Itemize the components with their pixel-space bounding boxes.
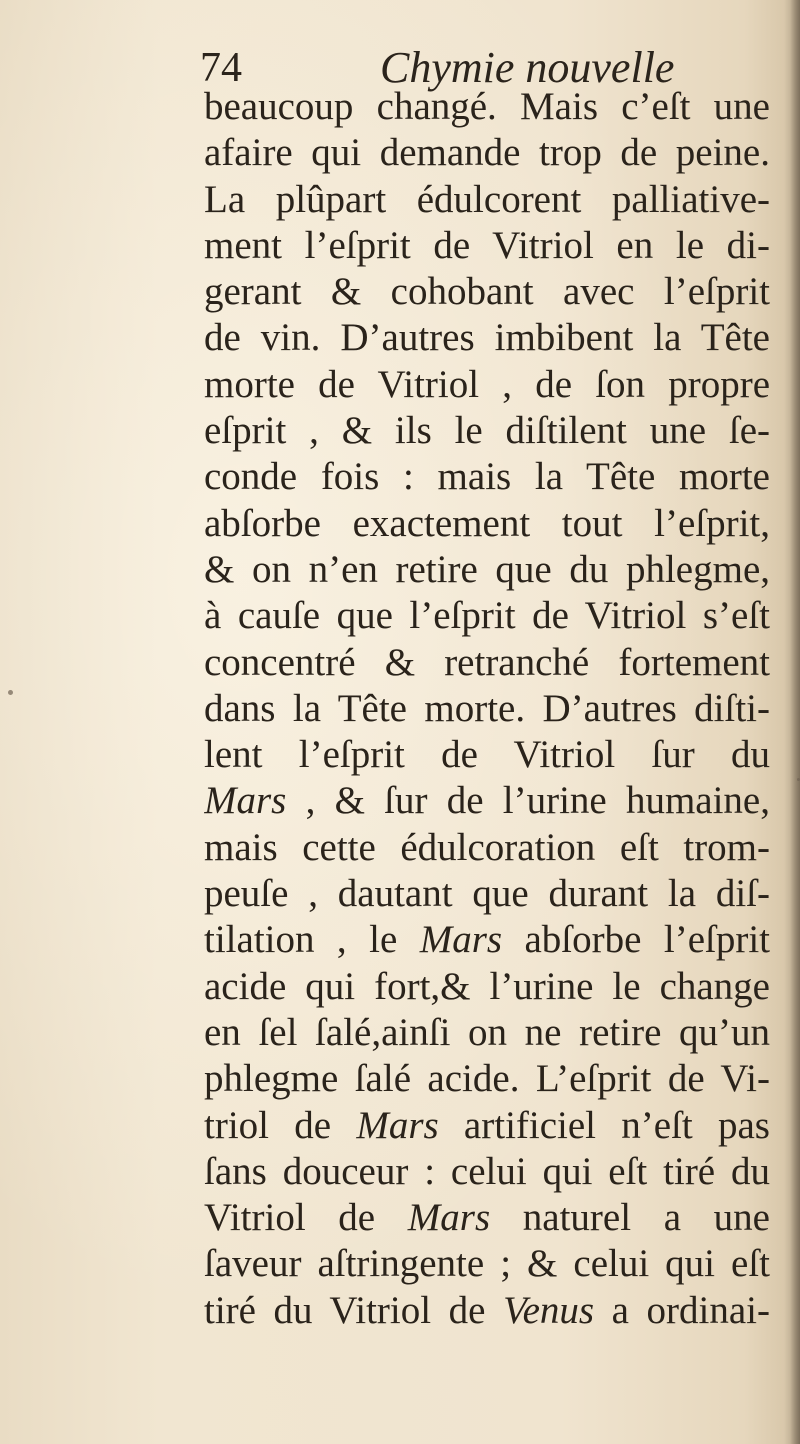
text-line bbox=[204, 130, 770, 176]
text-segment: artificiel n’eſt pas bbox=[438, 1103, 770, 1147]
text-segment: Vitriol de bbox=[204, 1196, 408, 1240]
text-segment: concentré & retranché fortement bbox=[204, 640, 770, 684]
italic-word: Mars bbox=[356, 1103, 439, 1147]
text-line bbox=[204, 686, 770, 732]
text-line bbox=[204, 778, 770, 824]
text-line bbox=[204, 1056, 770, 1102]
text-line bbox=[204, 84, 770, 130]
text-line bbox=[204, 1241, 770, 1287]
text-segment: lent l’eſprit de Vitriol ſur du bbox=[204, 733, 770, 777]
text-line bbox=[204, 223, 770, 269]
text-segment: tiré du Vitriol de bbox=[204, 1288, 504, 1332]
text-segment: à cauſe que l’eſprit de Vitriol s’eſt bbox=[204, 594, 770, 638]
text-line bbox=[204, 547, 770, 593]
text-line bbox=[204, 454, 770, 500]
text-line bbox=[204, 408, 770, 454]
text-line bbox=[204, 871, 770, 917]
text-line bbox=[204, 1195, 770, 1241]
text-segment: afaire qui demande trop de peine. bbox=[204, 131, 770, 175]
text-line bbox=[204, 964, 770, 1010]
text-segment: ſaveur aſtringente ; & celui qui eſt bbox=[204, 1242, 770, 1286]
text-line bbox=[204, 732, 770, 778]
text-segment: conde fois : mais la Tête morte bbox=[204, 455, 770, 499]
text-segment: abſorbe exactement tout l’eſprit, bbox=[204, 501, 770, 545]
text-line bbox=[204, 825, 770, 871]
text-line bbox=[204, 1010, 770, 1056]
text-segment: en ſel ſalé,ainſi on ne retire qu’un bbox=[204, 1010, 770, 1054]
italic-word: Mars bbox=[419, 918, 503, 962]
italic-word: Mars bbox=[204, 779, 287, 823]
italic-word: Mars bbox=[407, 1196, 491, 1240]
text-line bbox=[204, 177, 770, 223]
text-segment: & on n’en retire que du phlegme, bbox=[204, 547, 770, 591]
text-segment: , & ſur de l’urine humaine, bbox=[286, 779, 770, 823]
text-line bbox=[204, 1288, 770, 1334]
text-line bbox=[204, 917, 770, 963]
running-title: Chymie nouvelle bbox=[380, 43, 675, 92]
text-line bbox=[204, 269, 770, 315]
text-segment: naturel a une bbox=[490, 1196, 770, 1240]
text-segment: beaucoup changé. Mais c’eſt une bbox=[204, 85, 770, 128]
text-segment: gerant & cohobant avec l’eſprit bbox=[204, 270, 770, 314]
text-segment: triol de bbox=[204, 1103, 357, 1147]
text-segment: ſans douceur : celui qui eſt tiré du bbox=[204, 1149, 770, 1193]
text-line bbox=[204, 315, 770, 361]
text-line bbox=[204, 501, 770, 547]
text-segment: acide qui fort,& l’urine le change bbox=[204, 964, 770, 1008]
italic-word: Venus bbox=[503, 1288, 595, 1332]
text-line bbox=[204, 1149, 770, 1195]
text-segment: tilation , le bbox=[204, 918, 420, 962]
text-segment: a ordinai- bbox=[594, 1288, 770, 1332]
text-line bbox=[204, 1103, 770, 1149]
paper-speck bbox=[8, 690, 13, 695]
text-line bbox=[204, 362, 770, 408]
text-segment: morte de Vitriol , de ſon propre bbox=[204, 362, 770, 406]
text-segment: mais cette édulcoration eſt trom- bbox=[204, 825, 770, 869]
text-segment: La plûpart édulcorent palliative- bbox=[204, 177, 770, 221]
text-line bbox=[204, 640, 770, 686]
text-segment: dans la Tête morte. D’autres diſti- bbox=[204, 686, 770, 730]
text-segment: de vin. D’autres imbibent la Tête bbox=[204, 316, 770, 360]
text-segment: abſorbe l’eſprit bbox=[502, 918, 770, 962]
text-segment: eſprit , & ils le diſtilent une ſe- bbox=[204, 409, 770, 453]
page-edge-shadow bbox=[790, 0, 800, 1444]
body-text bbox=[204, 84, 770, 1334]
text-line bbox=[204, 593, 770, 639]
page-number: 74 bbox=[200, 45, 242, 91]
text-segment: ment l’eſprit de Vitriol en le di- bbox=[204, 223, 770, 267]
text-segment: phlegme ſalé acide. L’eſprit de Vi- bbox=[204, 1057, 770, 1101]
text-segment: peuſe , dautant que durant la diſ- bbox=[204, 872, 770, 916]
